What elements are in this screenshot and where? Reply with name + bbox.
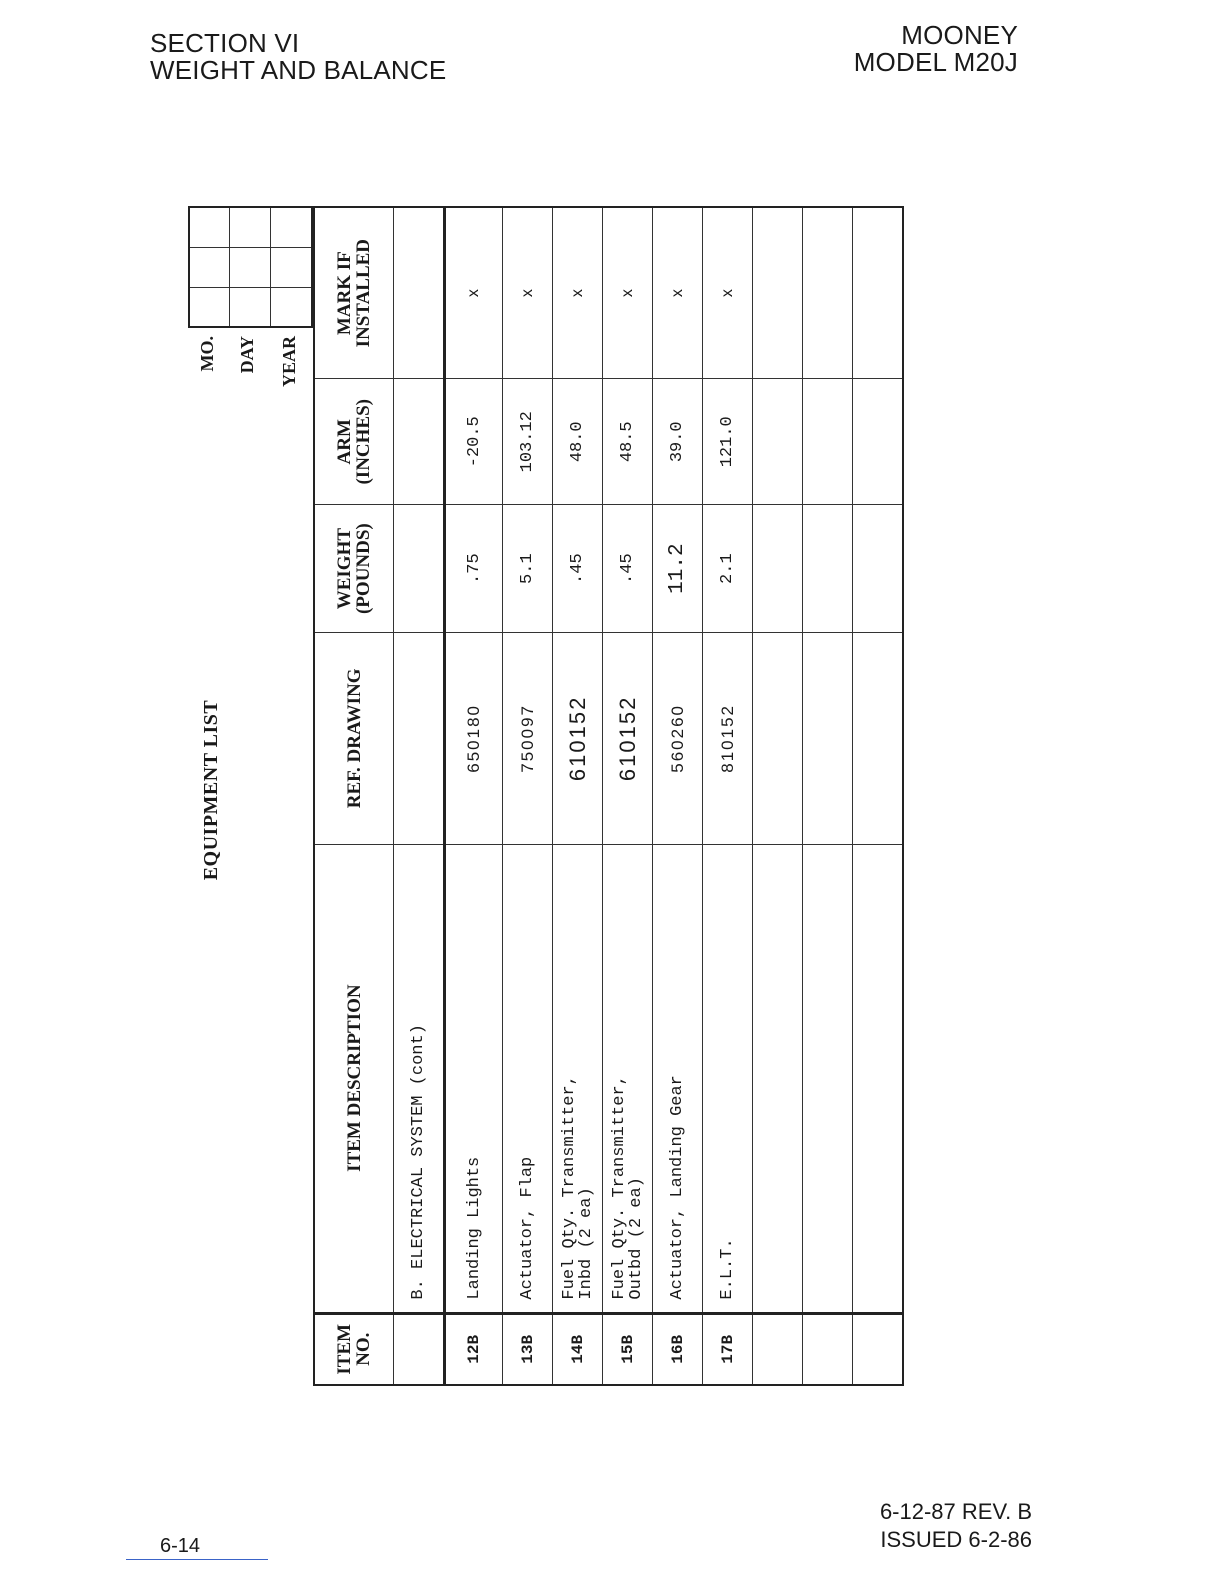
- revision-block: [836, 1498, 1032, 1554]
- model-header: [838, 22, 1018, 76]
- empty-row: [753, 207, 803, 1385]
- col-ref-drawing: REF. DRAWING: [314, 633, 394, 845]
- col-arm: ARM (INCHES): [314, 379, 394, 505]
- year-label: YEAR: [278, 336, 299, 388]
- empty-row: [803, 207, 853, 1385]
- revision-date: 6-12-87 REV. B: [879, 1499, 1032, 1524]
- table-row: 15B Fuel Qty. Transmitter, Outbd (2 ea) 610152 .45 48.5 x: [603, 207, 653, 1385]
- table-row: 14B Fuel Qty. Transmitter, Inbd (2 ea) 610152 .45 48.0 x: [553, 207, 603, 1385]
- equipment-list-rotated: [188, 206, 910, 1386]
- issued-date: ISSUED 6-2-86: [880, 1527, 1032, 1552]
- section-label: B. ELECTRICAL SYSTEM (cont): [394, 844, 445, 1313]
- col-description: ITEM DESCRIPTION: [314, 844, 394, 1313]
- section-header: [150, 30, 446, 84]
- table-row: 16B Actuator, Landing Gear 560260 11.2 39.0 x: [653, 207, 703, 1385]
- table-row: 17B E.L.T. 810152 2.1 121.0 x: [703, 207, 753, 1385]
- date-grid: [188, 206, 313, 328]
- section-title: SECTION VI: [150, 28, 300, 58]
- col-weight: WEIGHT (POUNDS): [314, 505, 394, 633]
- page-title: EQUIPMENT LIST: [199, 699, 222, 881]
- col-mark: MARK IF INSTALLED: [314, 207, 394, 379]
- model-name: MODEL M20J: [853, 47, 1018, 77]
- brand-name: MOONEY: [901, 20, 1018, 50]
- table-header-row: [314, 207, 394, 1385]
- footer-rule: [126, 1559, 268, 1560]
- table-row: 12B Landing Lights 650180 .75 -20.5 x: [445, 207, 503, 1385]
- table-row: 13B Actuator, Flap 750097 5.1 103.12 x: [503, 207, 553, 1385]
- col-item-no: ITEM NO.: [314, 1313, 394, 1385]
- day-label: DAY: [236, 336, 257, 374]
- month-label: MO.: [196, 336, 217, 372]
- section-subtitle: WEIGHT AND BALANCE: [150, 55, 447, 85]
- section-row: [394, 207, 445, 1385]
- page-number: 6-14: [160, 1535, 201, 1557]
- empty-row: [853, 207, 904, 1385]
- equipment-table: [313, 206, 904, 1386]
